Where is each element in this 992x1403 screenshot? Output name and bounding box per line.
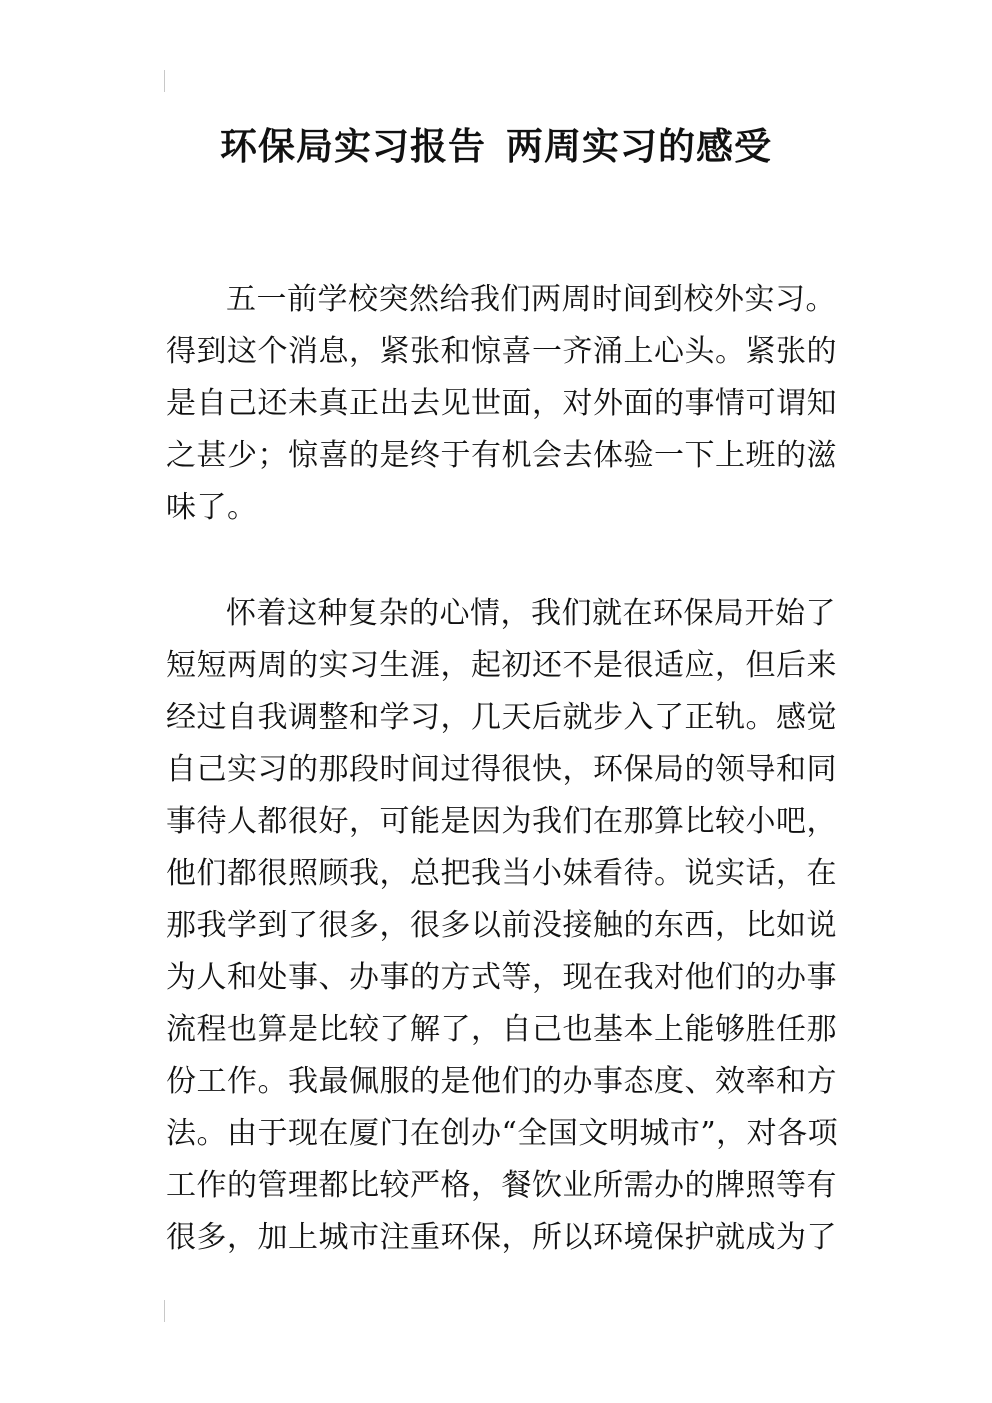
paragraph-line: 那我学到了很多，很多以前没接触的东西，比如说: [166, 908, 837, 943]
paragraph-line: 自己实习的那段时间过得很快，环保局的领导和同: [166, 752, 837, 787]
paragraph-line: 经过自我调整和学习，几天后就步入了正轨。感觉: [166, 700, 837, 735]
paragraph-line: 五一前学校突然给我们两周时间到校外实习。: [226, 282, 836, 317]
document-title: [0, 122, 992, 172]
paragraph-line: 短短两周的实习生涯，起初还不是很适应，但后来: [166, 648, 837, 683]
crop-mark-bottom: [164, 1300, 165, 1322]
paragraph-line: 是自己还未真正出去见世面，对外面的事情可谓知: [166, 386, 837, 421]
paragraph-2: [166, 588, 839, 1264]
title-main: 环保局实习报告: [220, 125, 486, 168]
paragraph-line: 事待人都很好，可能是因为我们在那算比较小吧，: [166, 804, 837, 839]
paragraph-line: 份工作。我最佩服的是他们的办事态度、效率和方: [166, 1064, 837, 1099]
paragraph-line: 很多，加上城市注重环保，所以环境保护就成为了: [166, 1220, 837, 1255]
paragraph-1: [166, 274, 837, 534]
paragraph-line: 怀着这种复杂的心情，我们就在环保局开始了: [226, 596, 836, 631]
paragraph-line: 之甚少；惊喜的是终于有机会去体验一下上班的滋: [166, 438, 837, 473]
crop-mark-top: [164, 70, 165, 92]
paragraph-line: 味了。: [166, 490, 258, 525]
title-sub: 两周实习的感受: [506, 125, 772, 168]
paragraph-line: 他们都很照顾我，总把我当小妹看待。说实话，在: [166, 856, 837, 891]
paragraph-line: 流程也算是比较了解了，自己也基本上能够胜任那: [166, 1012, 837, 1047]
paragraph-line: 得到这个消息，紧张和惊喜一齐涌上心头。紧张的: [166, 334, 837, 369]
paragraph-line: 工作的管理都比较严格，餐饮业所需办的牌照等有: [166, 1168, 837, 1203]
paragraph-line: 法。由于现在厦门在创办“全国文明城市”，对各项: [166, 1116, 839, 1151]
paragraph-line: 为人和处事、办事的方式等，现在我对他们的办事: [166, 960, 837, 995]
